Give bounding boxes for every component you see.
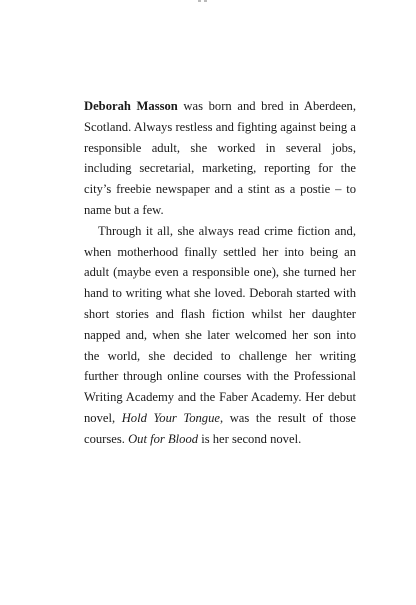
page-top-mark <box>198 0 212 2</box>
bio-paragraph-2 <box>84 221 356 450</box>
author-name: Deborah Masson <box>84 99 178 113</box>
bio-paragraph-2-text-after: is her second novel. <box>198 431 302 446</box>
bio-paragraph-2-text-before: Through it all, she always read crime fiction and, when motherhood finally settled her into being an adult (maybe even a responsible one), she turned her hand to writing what she loved. Deborah started with short stories and flash fiction whilst her daughter napped and, when she later welcomed her son into the world, she decided to challenge her writing further through online courses with the Professional Writing Academy and the Faber Academy. Her debut novel, <box>84 223 356 425</box>
book-title-debut: Hold Your Tongue <box>121 410 220 425</box>
mark-dot <box>204 0 207 2</box>
bio-paragraph-1-text: was born and bred in Aberdeen, Scotland. Always restless and fighting against being a responsible adult, she worked in several jobs, including secretarial, marketing, reporting for the city’s freebie newspaper and a stint as a postie – to name but a few. <box>84 99 356 217</box>
mark-dot <box>198 0 201 2</box>
author-bio <box>84 96 356 450</box>
bio-paragraph-1 <box>84 96 356 221</box>
bio-paragraph-2-text-middle: , was the result of those courses. <box>84 410 357 446</box>
book-title-second: Out for Blood <box>128 431 199 446</box>
